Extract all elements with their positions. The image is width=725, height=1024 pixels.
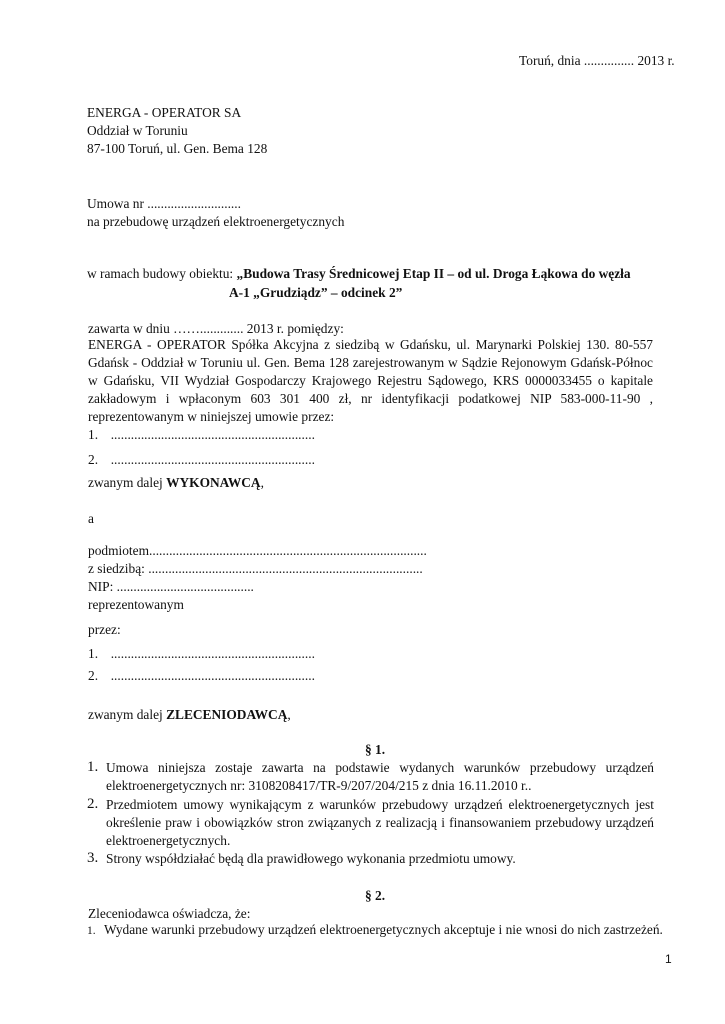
nip-line: NIP: .........................................	[88, 579, 254, 594]
section-1-item-1-text: Umowa niniejsza zostaje zawarta na podstawie wydanych warunków przebudowy urządzeń elektroenergetycznych nr: 3108208417/TR-9/207/204/215 z dnia 16.11.2010 r..	[106, 760, 654, 793]
represented-line: reprezentowanym	[88, 597, 184, 612]
page-number: 1	[665, 952, 672, 966]
section-1-heading: § 1.	[364, 742, 386, 757]
section-1-item-2-num: 2.	[87, 796, 99, 812]
rep-num-3: 1.	[88, 646, 99, 661]
seat-line: z siedzibą: ..................................................................................	[88, 561, 423, 576]
section-1-item-1-num: 1.	[87, 759, 99, 775]
object-line-1	[87, 265, 631, 282]
rep-dots-2: .............................................................	[110, 452, 315, 467]
section-2-heading: § 2.	[364, 888, 386, 903]
client-line	[88, 706, 291, 723]
and-word: a	[88, 511, 94, 526]
contract-number: Umowa nr ............................	[87, 196, 241, 211]
rep-num-2: 2.	[88, 452, 99, 467]
section-2-intro: Zleceniodawca oświadcza, że:	[88, 906, 251, 921]
recipient-branch: Oddział w Toruniu	[87, 123, 188, 138]
client-name: ZLECENIODAWCĄ	[166, 707, 288, 722]
contractor-prefix: zwanym dalej	[88, 475, 167, 490]
section-1-item-3-num: 3.	[87, 850, 99, 866]
contractor-suffix: ,	[260, 475, 264, 490]
rep-dots-4: .............................................................	[110, 668, 315, 683]
rep-num-1: 1.	[88, 427, 99, 442]
object-prefix: w ramach budowy obiektu:	[87, 266, 237, 281]
section-2-item-1-text: Wydane warunki przebudowy urządzeń elektroenergetycznych akceptuje i nie wnosi do nich zastrzeżeń.	[104, 922, 663, 937]
recipient-address: 87-100 Toruń, ul. Gen. Bema 128	[87, 141, 268, 156]
section-2-item-1-num: 1.	[87, 925, 96, 937]
contract-subject: na przebudowę urządzeń elektroenergetycznych	[87, 214, 345, 229]
section-1-item-3-text: Strony współdziałać będą dla prawidłowego wykonania przedmiotu umowy.	[106, 851, 516, 866]
contractor-line	[88, 474, 264, 491]
place-date: Toruń, dnia ............... 2013 r.	[519, 53, 675, 68]
client-prefix: zwanym dalej	[88, 707, 167, 722]
rep-line-1	[88, 426, 315, 443]
contractor-name: WYKONAWCĄ	[166, 475, 261, 490]
object-title-2: A-1 „Grudziądz” – odcinek 2”	[229, 285, 403, 300]
rep-dots-3: .............................................................	[110, 646, 315, 661]
rep-line-3	[88, 645, 315, 662]
recipient-name: ENERGA - OPERATOR SA	[87, 105, 242, 120]
by-line: przez:	[88, 622, 121, 637]
client-suffix: ,	[287, 707, 291, 722]
rep-num-4: 2.	[88, 668, 99, 683]
concluded-line: zawarta w dniu ……............. 2013 r. pomiędzy:	[88, 321, 344, 336]
subject-entity-line: podmiotem...................................................................................	[88, 543, 427, 558]
rep-line-4	[88, 667, 315, 684]
energa-paragraph: ENERGA - OPERATOR Spółka Akcyjna z siedzibą w Gdańsku, ul. Marynarki Polskiej 130. 80-557 Gdańsk - Oddział w Toruniu ul. Gen. Bema 128 zarejestrowanym w Sądzie Rejonowym Gdańsk-Północ w Gdańsku, VII Wydział Gospodarczy Krajowego Rejestru Sądowego, KRS 0000033455 o kapitale zakładowym i wpłaconym 603 301 400 zł, nr identyfikacji podatkowej NIP 583-000-11-90 , reprezentowanym w niniejszej umowie przez:	[88, 337, 653, 424]
rep-line-2	[88, 451, 315, 468]
rep-dots-1: .............................................................	[110, 427, 315, 442]
object-title-1: „Budowa Trasy Średnicowej Etap II – od ul. Droga Łąkowa do węzła	[236, 266, 631, 281]
section-1-item-2-text: Przedmiotem umowy wynikającym z warunków przebudowy urządzeń elektroenergetycznych jest określenie praw i obowiązków stron związanych z realizacją i finansowaniem przebudowy urządzeń elektroenergetycznych.	[106, 797, 654, 848]
